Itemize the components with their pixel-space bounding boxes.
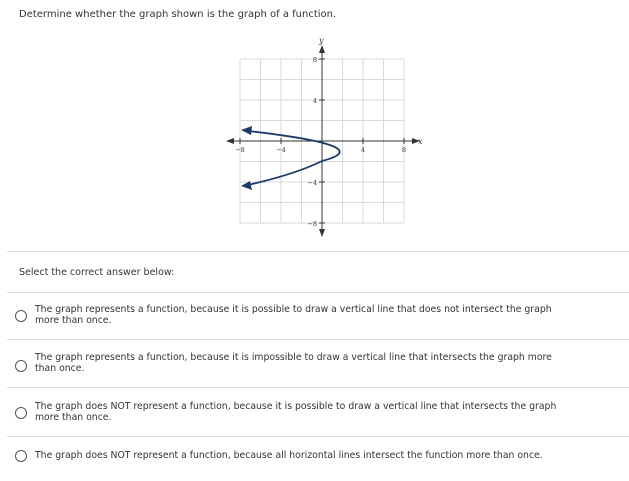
answer-option-text[interactable]: The graph does NOT represent a function, because all horizontal lines intersect the function more than once. (35, 450, 543, 461)
answer-option-3[interactable] (0, 388, 629, 432)
radio-button[interactable] (15, 450, 27, 462)
graph-axes (232, 51, 414, 231)
answer-option-text[interactable]: The graph does NOT represent a function, because it is possible to draw a vertical line that intersects the graph more than once. (35, 401, 557, 423)
curve-arrow-upper (241, 126, 252, 135)
function-graph (226, 31, 426, 241)
y-tick-label: −8 (307, 220, 317, 228)
answer-option-text[interactable]: The graph represents a function, because it is impossible to draw a vertical line that intersects the graph more than once. (35, 352, 552, 374)
answer-option-text[interactable]: The graph represents a function, because it is possible to draw a vertical line that does not intersect the graph more than once. (35, 304, 552, 326)
graph-curve (248, 131, 340, 185)
radio-button[interactable] (15, 360, 27, 372)
y-tick-label: −4 (307, 179, 317, 187)
question-prompt: Determine whether the graph shown is the graph of a function. (19, 9, 337, 20)
answer-option-4[interactable] (0, 437, 629, 481)
y-tick-label: 4 (312, 97, 317, 105)
y-tick-label: 8 (312, 56, 317, 64)
y-axis-label: y (319, 36, 324, 45)
x-tick-label: −4 (276, 146, 286, 154)
x-tick-label: 8 (401, 146, 407, 154)
section-divider (7, 251, 629, 252)
x-tick-label: 4 (360, 146, 366, 154)
radio-button[interactable] (15, 310, 27, 322)
answer-option-2[interactable] (0, 340, 629, 384)
answer-option-1[interactable] (0, 293, 629, 337)
select-answer-label: Select the correct answer below: (19, 267, 175, 278)
x-axis-label: x (418, 137, 423, 146)
radio-button[interactable] (15, 407, 27, 419)
x-tick-label: −8 (235, 146, 245, 154)
